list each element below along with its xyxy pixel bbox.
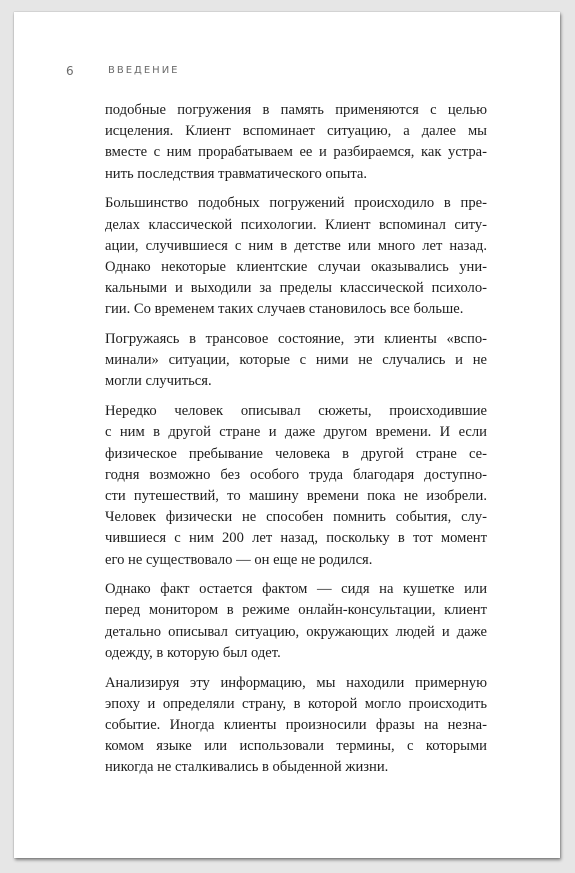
text-line: комом языке или использовали термины, с которыми [105,738,487,755]
text-line: Нередко человек описывал сюжеты, происходившие [105,403,487,420]
text-line: физическое пребывание человека в другой стране се- [105,445,487,462]
text-line: эпоху и определяли страну, в которой могло происходить [105,695,487,712]
text-line: минали» ситуации, которые с ними не случались и не [105,352,487,369]
text-line: кальными и выходили за пределы классической психоло- [105,280,487,297]
text-line: с ним в другой стране и даже другом времени. И если [105,424,487,441]
paragraph [105,193,487,320]
text-line: исцеления. Клиент вспоминает ситуацию, а далее мы [105,123,487,140]
text-line: делах классической психологии. Клиент вспоминал ситу- [105,216,487,233]
text-line: Человек физически не способен помнить события, слу- [105,509,487,526]
text-line: детально описывал ситуацию, окружающих людей и даже [105,623,487,640]
text-line: годня возможно без особого труда благодаря доступно- [105,466,487,483]
paragraph [105,673,487,779]
text-line: ации, случившиеся с ним в детстве или много лет назад. [105,237,487,254]
text-line: вместе с ним прорабатываем ее и разбираемся, как устра- [105,144,487,161]
text-line: его не существовало — он еще не родился. [105,551,373,568]
page-number: 6 [66,64,75,78]
text-line: Погружаясь в трансовое состояние, эти клиенты «вспо- [105,331,487,348]
text-line: нить последствия травматического опыта. [105,165,368,182]
book-page [14,12,560,858]
text-line: подобные погружения в память применяются с целью [105,102,487,118]
text-line: одежду, в которую был одет. [105,644,281,661]
body-text [105,100,487,787]
text-line: чившиеся с ним 200 лет назад, поскольку в тот момент [105,530,487,547]
text-line: гии. Со временем таких случаев становилось все больше. [105,301,464,318]
text-line: Анализируя эту информацию, мы находили примерную [105,674,487,691]
paragraph [105,100,487,185]
text-line: Однако некоторые клиентские случаи оказывались уни- [105,258,487,275]
text-line: перед монитором в режиме онлайн-консультации, клиент [105,602,487,619]
text-line: событие. Иногда клиенты произносили фразы на незна- [105,716,487,733]
text-line: Однако факт остается фактом — сидя на кушетке или [105,581,487,598]
text-line: Большинство подобных погружений происходило в пре- [105,195,487,212]
text-line: сти путешествий, то машину времени пока не изобрели. [105,487,487,504]
paragraph [105,401,487,571]
text-line: никогда не сталкивались в обыденной жизни. [105,759,389,776]
paragraph [105,329,487,393]
section-title: ВВЕДЕНИЕ [108,65,180,76]
text-line: могли случиться. [105,373,212,390]
paragraph [105,579,487,664]
